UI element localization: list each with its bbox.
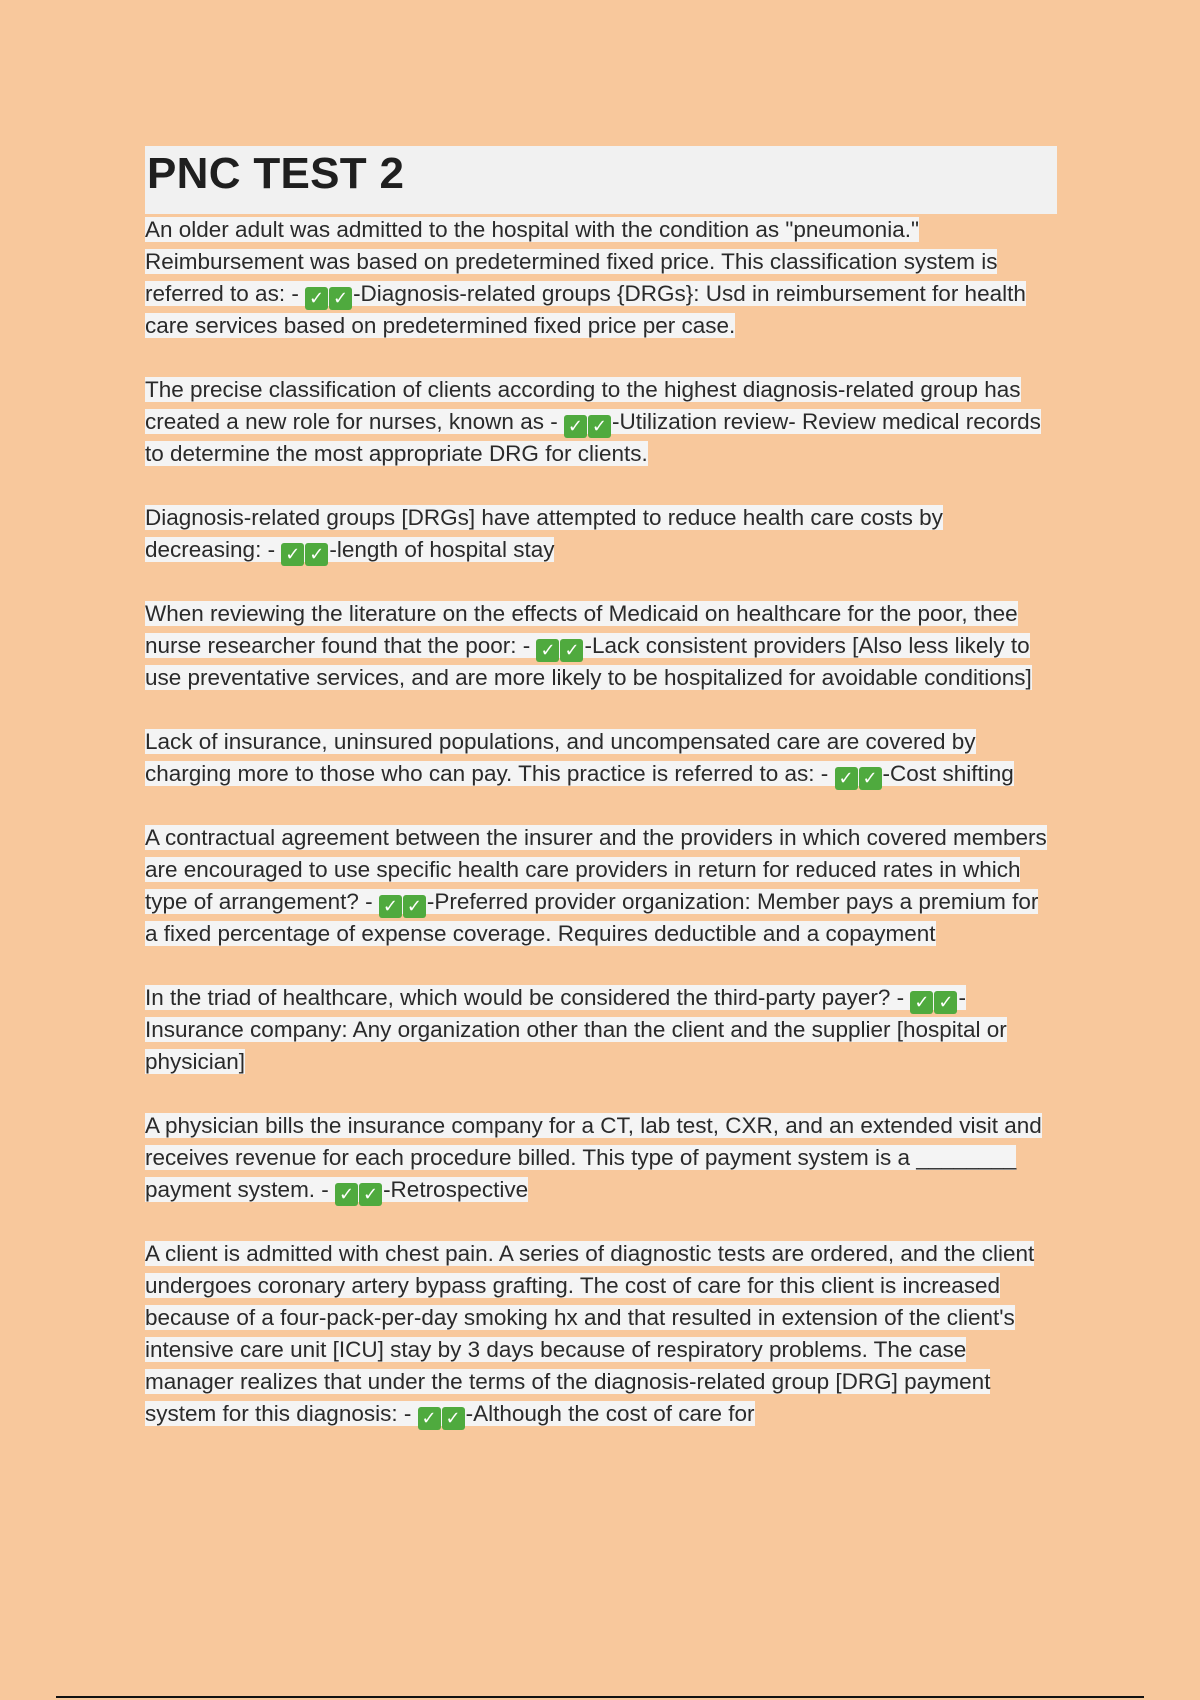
check-mark-icon: ✓ bbox=[305, 287, 328, 310]
check-mark-icon: ✓ bbox=[379, 895, 402, 918]
check-mark-icon: ✓ bbox=[934, 991, 957, 1014]
check-mark-icon: ✓ bbox=[403, 895, 426, 918]
question-text: The precise classification of clients according to the highest diagnosis-related group has created a new role for nurses, known as - bbox=[145, 377, 1021, 434]
check-mark-icon: ✓ bbox=[859, 767, 882, 790]
answer-text: -Cost shifting bbox=[882, 761, 1014, 786]
qa-item bbox=[145, 214, 1057, 342]
qa-item bbox=[145, 1110, 1057, 1206]
page-bottom-rule bbox=[56, 1696, 1144, 1698]
question-text: In the triad of healthcare, which would be considered the third-party payer? - bbox=[145, 985, 911, 1010]
answer-text: -Although the cost of care for bbox=[465, 1401, 755, 1426]
check-mark-icon: ✓ bbox=[418, 1407, 441, 1430]
question-text: A contractual agreement between the insurer and the providers in which covered members are encouraged to use specific health care providers in return for reduced rates in which type of arrangement? - bbox=[145, 825, 1047, 914]
answer-text: -Lack consistent providers [Also less likely to use preventative services, and are more likely to be hospitalized for avoidable conditions] bbox=[145, 633, 1032, 690]
check-mark-icon: ✓ bbox=[442, 1407, 465, 1430]
question-text: Lack of insurance, uninsured populations, and uncompensated care are covered by charging more to those who can pay. This practice is referred to as: - bbox=[145, 729, 976, 786]
check-mark-icon: ✓ bbox=[329, 287, 352, 310]
check-mark-icon: ✓ bbox=[564, 415, 587, 438]
answer-text: -Retrospective bbox=[383, 1177, 529, 1202]
question-text: A client is admitted with chest pain. A series of diagnostic tests are ordered, and the client undergoes coronary artery bypass grafting. The cost of care for this client is increased because of a four-pack-per-day smoking hx and that resulted in extension of the client's intensive care unit [ICU] stay by 3 days because of respiratory problems. The case manager realizes that under the terms of the diagnosis-related group [DRG] payment system for this diagnosis: - bbox=[145, 1241, 1035, 1426]
qa-item bbox=[145, 598, 1057, 694]
check-mark-icon: ✓ bbox=[305, 543, 328, 566]
check-mark-icon: ✓ bbox=[835, 767, 858, 790]
question-text: A physician bills the insurance company for a CT, lab test, CXR, and an extended visit and receives revenue for each procedure billed. This type of payment system is a ________ payment system. - bbox=[145, 1113, 1042, 1202]
question-text: Diagnosis-related groups [DRGs] have attempted to reduce health care costs by decreasing: - bbox=[145, 505, 943, 562]
qa-item bbox=[145, 374, 1057, 470]
check-mark-icon: ✓ bbox=[281, 543, 304, 566]
check-mark-icon: ✓ bbox=[536, 639, 559, 662]
qa-item bbox=[145, 982, 1057, 1078]
answer-text: -length of hospital stay bbox=[329, 537, 555, 562]
title-bar bbox=[145, 146, 1057, 214]
page-title: PNC TEST 2 bbox=[147, 149, 405, 198]
question-text: When reviewing the literature on the effects of Medicaid on healthcare for the poor, thee nurse researcher found that the poor: - bbox=[145, 601, 1018, 658]
qa-item bbox=[145, 726, 1057, 790]
qa-item bbox=[145, 1238, 1057, 1430]
answer-text: -Insurance company: Any organization other than the client and the supplier [hospital or physician] bbox=[145, 985, 1007, 1074]
answer-text: -Diagnosis-related groups {DRGs}: Usd in reimbursement for health care services based on predetermined fixed price per case. bbox=[145, 281, 1026, 338]
check-mark-icon: ✓ bbox=[560, 639, 583, 662]
answer-text: -Preferred provider organization: Member pays a premium for a fixed percentage of expense coverage. Requires deductible and a copayment bbox=[145, 889, 1039, 946]
answer-text: -Utilization review- Review medical records to determine the most appropriate DRG for clients. bbox=[145, 409, 1041, 466]
check-mark-icon: ✓ bbox=[588, 415, 611, 438]
document-page bbox=[145, 146, 1057, 1462]
check-mark-icon: ✓ bbox=[335, 1183, 358, 1206]
qa-item bbox=[145, 822, 1057, 950]
check-mark-icon: ✓ bbox=[359, 1183, 382, 1206]
question-text: An older adult was admitted to the hospital with the condition as "pneumonia." Reimbursement was based on predetermined fixed price. This classification system is referred to as: - bbox=[145, 217, 998, 306]
qa-item bbox=[145, 502, 1057, 566]
check-mark-icon: ✓ bbox=[910, 991, 933, 1014]
